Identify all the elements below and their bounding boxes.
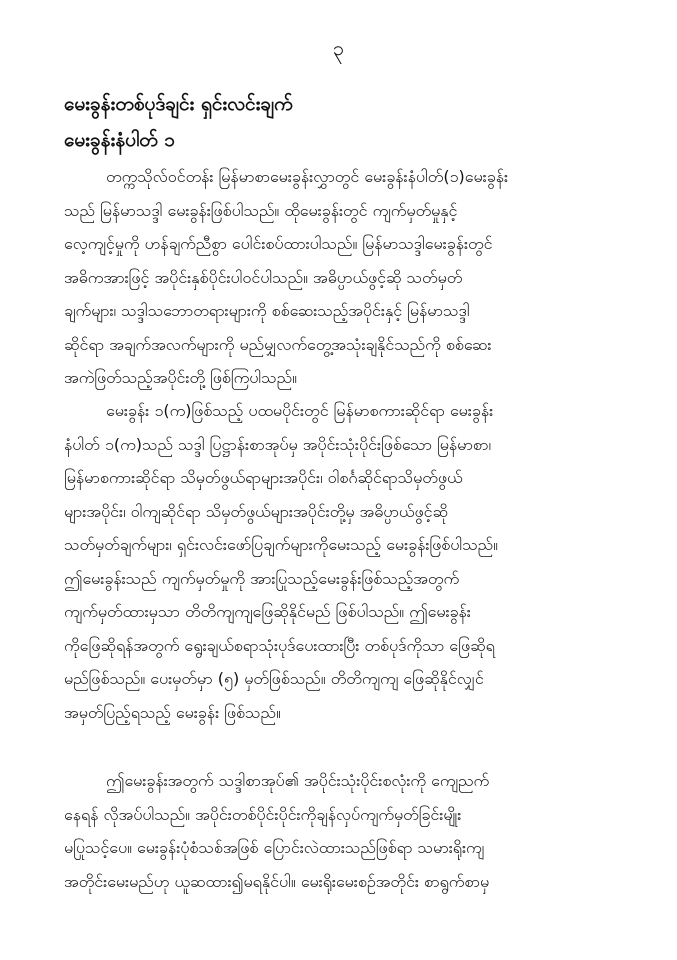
paragraph-line: ဤမေးခွန်းအတွက် သဒ္ဒါစာအုပ်၏ အပိုင်းသုံးပိုင်းစလုံးကို ကျေညက် (106, 771, 490, 790)
paragraph-line: အဓိကအားဖြင့် အပိုင်းနှစ်ပိုင်းပါဝင်ပါသည်။ အဓိပ္ပာယ်ဖွင့်ဆို သတ်မှတ် (64, 267, 463, 287)
paragraph-line: ချက်များ၊ သဒ္ဒါသဘောတရားများကို စစ်ဆေးသည့်အပိုင်းနှင့် မြန်မာသဒ္ဒါ (64, 301, 470, 320)
paragraph-line: မပြုသင့်ပေ။ မေးခွန်းပုံစံသစ်အဖြစ် ပြောင်းလဲထားသည်ဖြစ်ရာ သမားရိုးကျ (64, 838, 485, 857)
paragraph-line: ဆိုင်ရာ အချက်အလက်များကို မည်မျှလက်တွေ့အသုံးချနိုင်သည်ကို စစ်ဆေး (64, 334, 492, 354)
paragraph-line: အကဲဖြတ်သည့်အပိုင်းတို့ ဖြစ်ကြပါသည်။ (64, 368, 297, 387)
paragraph-line: သတ်မှတ်ချက်များ၊ ရှင်းလင်းဖော်ပြချက်များကိုမေးသည့် မေးခွန်းဖြစ်ပါသည်။ (64, 535, 498, 554)
paragraph-3 (64, 764, 620, 898)
paragraph-line: များအပိုင်း၊ ဝါကျဆိုင်ရာ သိမှတ်ဖွယ်များအပိုင်းတို့မှ အဓိပ္ပာယ်ဖွင့်ဆို (64, 501, 448, 521)
section-title: မေးခွန်းတစ်ပုဒ်ချင်း ရှင်းလင်းချက် (64, 93, 293, 115)
paragraph-line: ကိုဖြေဆိုရန်အတွက် ရွေးချယ်စရာသုံးပုဒ်ပေးထားပြီး တစ်ပုဒ်ကိုသာ ဖြေဆိုရ (64, 635, 495, 655)
paragraph-line: အမှတ်ပြည့်ရသည့် မေးခွန်း ဖြစ်သည်။ (64, 702, 281, 722)
paragraph-1 (64, 160, 620, 395)
paragraph-line: မေးခွန်း ၁(က)ဖြစ်သည့် ပထမပိုင်းတွင် မြန်မာစကားဆိုင်ရာ မေးခွန်း (106, 401, 494, 420)
paper-title: မေးခွန်းနံပါတ် ၁ (64, 129, 176, 151)
paragraph-line: အတိုင်းမေးမည်ဟု ယူဆထား၍မရနိုင်ပါ။ မေးရိုးမေးစဉ်အတိုင်း စာရွက်စာမှ (64, 871, 490, 891)
paragraph-2 (64, 394, 620, 729)
paragraph-line: ကျက်မှတ်ထားမှသာ တိတိကျကျဖြေဆိုနိုင်မည် ဖြစ်ပါသည်။ ဤမေးခွန်း (64, 602, 471, 621)
paragraph-line: နေရန် လိုအပ်ပါသည်။ အပိုင်းတစ်ပိုင်းပိုင်းကိုချန်လှပ်ကျက်မှတ်ခြင်းမျိုး (64, 804, 462, 824)
paragraph-line: သည် မြန်မာသဒ္ဒါ မေးခွန်းဖြစ်ပါသည်။ ထိုမေးခွန်းတွင် ကျက်မှတ်မှုနှင့် (64, 200, 458, 220)
page-number: ၃ (332, 36, 345, 60)
paragraph-line: နံပါတ် ၁(က)သည် သဒ္ဒါ ပြဋ္ဌာန်းစာအုပ်မှ အပိုင်းသုံးပိုင်းဖြစ်သော မြန်မာစာ၊ (64, 434, 492, 454)
paragraph-line: တက္ကသိုလ်ဝင်တန်း မြန်မာစာမေးခွန်းလွှာတွင် မေးခွန်းနံပါတ်(၁)မေးခွန်း (106, 167, 509, 186)
paragraph-line: မြန်မာစကားဆိုင်ရာ သိမှတ်ဖွယ်ရာများအပိုင်း၊ ဝါစင်္ဂဆိုင်ရာသိမှတ်ဖွယ် (64, 468, 463, 487)
paragraph-line: ဤမေးခွန်းသည် ကျက်မှတ်မှုကို အားပြုသည့်မေးခွန်းဖြစ်သည့်အတွက် (64, 568, 460, 588)
paragraph-line: လေ့ကျင့်မှုကို ဟန်ချက်ညီစွာ ပေါင်းစပ်ထားပါသည်။ မြန်မာသဒ္ဒါမေးခွန်းတွင် (64, 234, 493, 253)
paragraph-line: မည်ဖြစ်သည်။ ပေးမှတ်မှာ (၅) မှတ်ဖြစ်သည်။ တိတိကျကျ ဖြေဆိုနိုင်လျှင် (64, 669, 484, 688)
